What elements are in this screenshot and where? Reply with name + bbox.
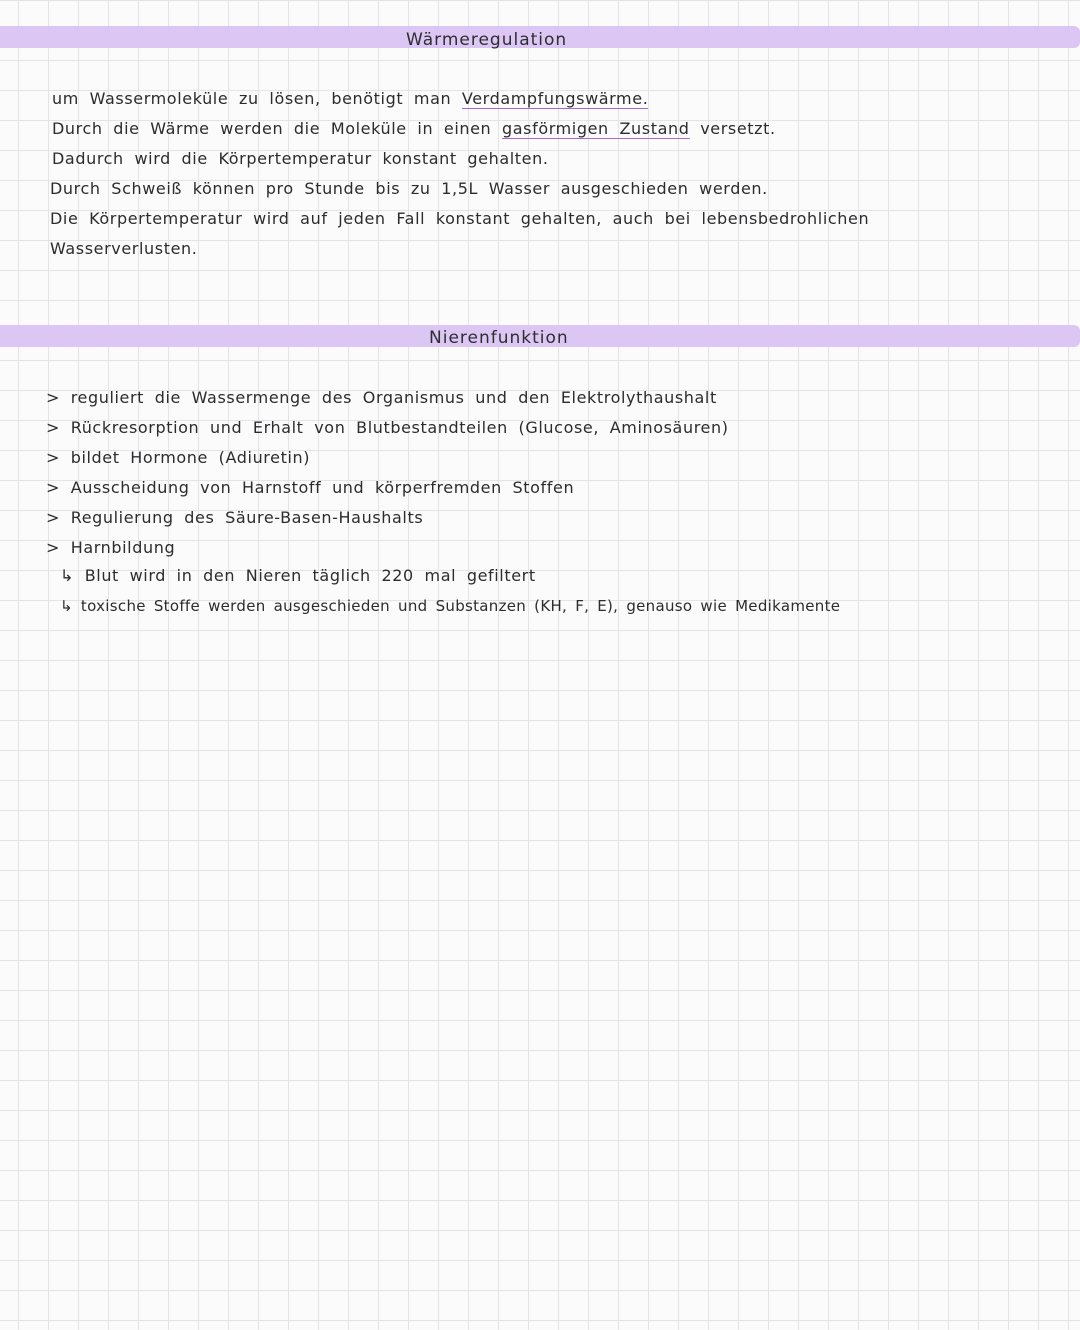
section-title-waermeregulation: Wärmeregulation [406, 30, 568, 50]
underlined-term: gasförmigen Zustand [502, 119, 690, 138]
bullet-item: > Harnbildung [46, 538, 176, 557]
text-segment: versetzt. [700, 119, 776, 138]
sub-bullet-item: ↳ toxische Stoffe werden ausgeschieden und Substanzen (KH, F, E), genauso wie Medikamente [60, 597, 841, 615]
bullet-item: > bildet Hormone (Adiuretin) [46, 448, 311, 467]
sub-bullet-item: ↳ Blut wird in den Nieren täglich 220 mal gefiltert [60, 566, 536, 585]
text-segment: Durch die Wärme werden die Moleküle in einen [52, 119, 492, 138]
bullet-item: > Regulierung des Säure-Basen-Haushalts [46, 508, 424, 527]
text-line: Die Körpertemperatur wird auf jeden Fall konstant gehalten, auch bei lebensbedrohlichen [50, 209, 870, 228]
section-title-nierenfunktion: Nierenfunktion [429, 328, 569, 348]
bullet-item: > Rückresorption und Erhalt von Blutbestandteilen (Glucose, Aminosäuren) [46, 418, 729, 437]
text-line: Durch Schweiß können pro Stunde bis zu 1,5L Wasser ausgeschieden werden. [50, 179, 768, 198]
underlined-term: Verdampfungswärme. [461, 89, 649, 108]
text-line: Wasserverlusten. [50, 239, 198, 258]
text-line [52, 119, 776, 138]
bullet-item: > Ausscheidung von Harnstoff und körperfremden Stoffen [46, 478, 575, 497]
bullet-item: > reguliert die Wassermenge des Organismus und den Elektrolythaushalt [46, 388, 717, 407]
text-segment: um Wassermoleküle zu lösen, benötigt man [52, 89, 452, 108]
text-line [52, 89, 648, 108]
text-line: Dadurch wird die Körpertemperatur konstant gehalten. [52, 149, 549, 168]
